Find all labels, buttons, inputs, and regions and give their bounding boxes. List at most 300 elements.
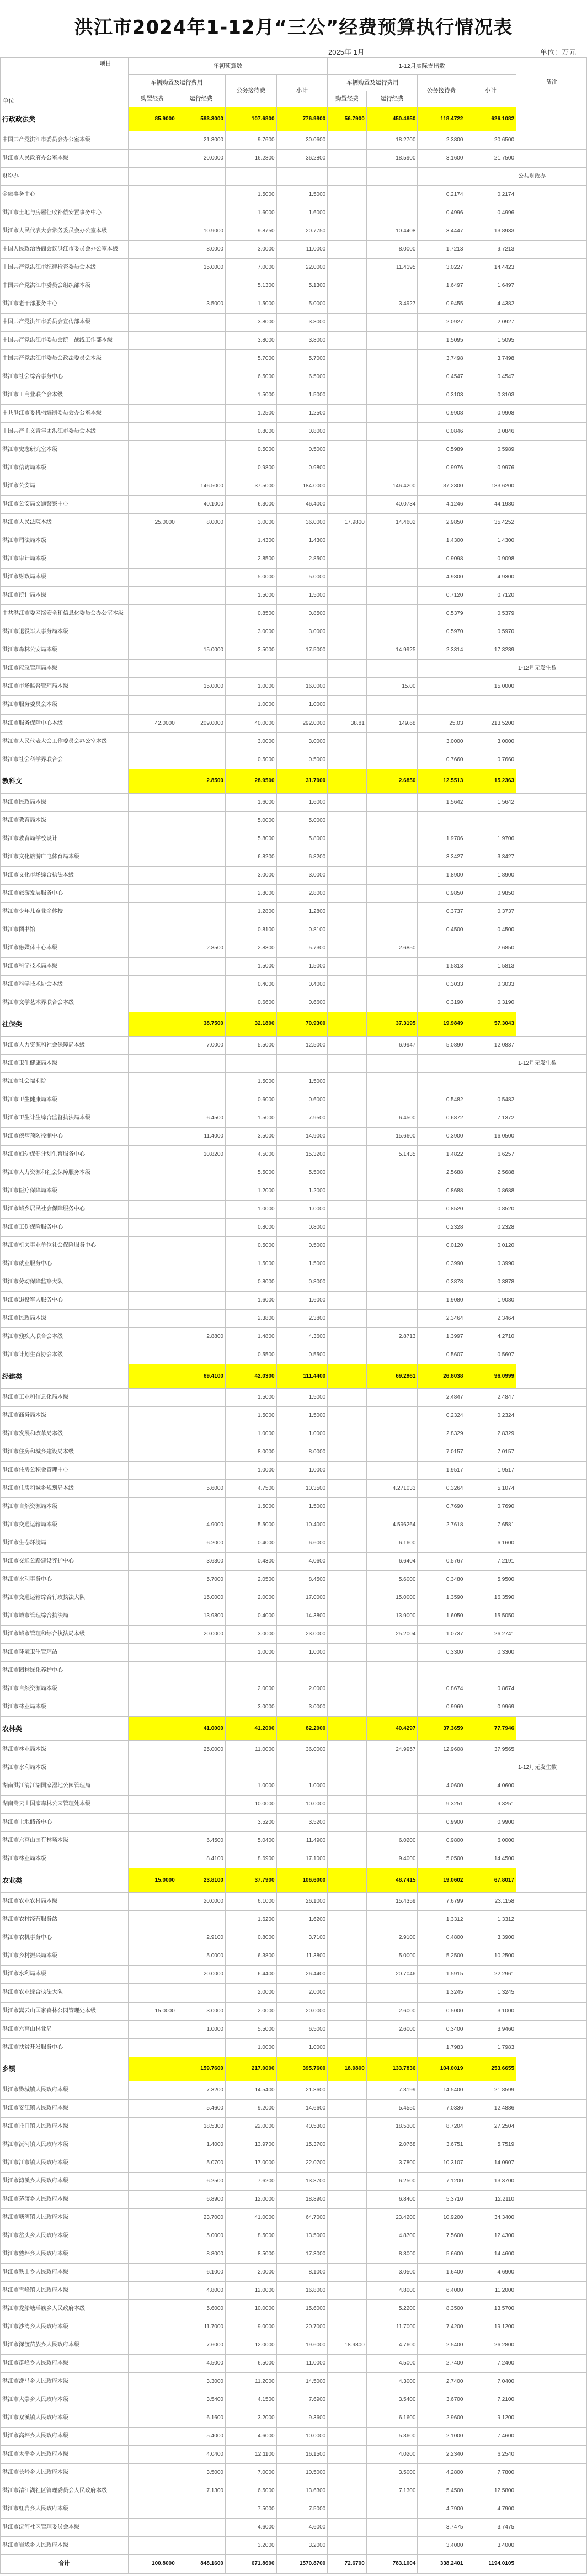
value-cell <box>128 1717 177 1741</box>
value-cell: 14.6600 <box>276 2099 328 2117</box>
value-cell: 0.2324 <box>418 1407 465 1425</box>
value-cell <box>128 1777 177 1796</box>
remark-cell <box>516 769 587 793</box>
table-row <box>1 1200 587 1218</box>
table-row <box>1 2154 587 2172</box>
unit-name-cell: 洪江市教育局学校设计 <box>1 830 129 848</box>
value-cell: 1.4000 <box>177 2136 225 2154</box>
unit-name-cell: 洪江市深渡苗族乡人民政府本级 <box>1 2336 129 2354</box>
unit-name-cell: 洪江市人民代表大会常务委员会办公室本级 <box>1 222 129 241</box>
remark-cell <box>516 1644 587 1662</box>
value-cell <box>328 1462 367 1480</box>
value-cell: 3.7475 <box>465 2518 516 2536</box>
value-cell: 3.8000 <box>225 314 276 332</box>
value-cell: 1.5000 <box>276 957 328 975</box>
remark-cell <box>516 1091 587 1109</box>
value-cell <box>177 405 225 423</box>
value-cell: 5.5000 <box>276 1164 328 1182</box>
value-cell <box>328 830 367 848</box>
value-cell: 14.4423 <box>465 259 516 277</box>
value-cell: 2.8500 <box>177 939 225 957</box>
value-cell <box>128 2427 177 2445</box>
value-cell: 22.0700 <box>276 2154 328 2172</box>
value-cell: 4.5000 <box>225 1145 276 1164</box>
value-cell: 10.9200 <box>418 2208 465 2227</box>
value-cell: 5.0000 <box>366 1947 418 1966</box>
table-row <box>1 423 587 441</box>
value-cell <box>366 532 418 550</box>
value-cell: 7.5000 <box>276 2500 328 2518</box>
value-cell: 8.8000 <box>366 2245 418 2263</box>
header-vehicle-actual: 车辆购置及运行费用 <box>328 75 418 91</box>
value-cell: 1.5000 <box>225 186 276 204</box>
value-cell <box>128 222 177 241</box>
value-cell: 1.0000 <box>225 1777 276 1796</box>
value-cell: 1.9517 <box>465 1462 516 1480</box>
table-row <box>1 259 587 277</box>
value-cell <box>328 1717 367 1741</box>
value-cell: 1.2000 <box>276 1182 328 1200</box>
unit-name-cell: 洪江市高坪乡人民政府本级 <box>1 2427 129 2445</box>
value-cell: 1570.8700 <box>276 2554 328 2573</box>
value-cell <box>328 550 367 569</box>
value-cell: 2.8500 <box>276 550 328 569</box>
value-cell <box>418 811 465 830</box>
value-cell <box>328 1498 367 1516</box>
value-cell <box>328 1644 367 1662</box>
value-cell: 2.8713 <box>366 1327 418 1346</box>
value-cell: 3.6751 <box>418 2136 465 2154</box>
value-cell: 6.6404 <box>366 1553 418 1571</box>
remark-cell <box>516 204 587 222</box>
value-cell <box>366 830 418 848</box>
unit-name-cell: 洪江市医疗保障局本级 <box>1 1182 129 1200</box>
value-cell: 2.8329 <box>465 1425 516 1443</box>
value-cell: 5.0000 <box>225 569 276 587</box>
value-cell: 184.0000 <box>276 477 328 496</box>
table-row <box>1 2409 587 2427</box>
remark-cell <box>516 866 587 884</box>
remark-cell <box>516 186 587 204</box>
value-cell <box>128 939 177 957</box>
value-cell: 44.1980 <box>465 496 516 514</box>
value-cell: 1.5000 <box>276 1255 328 1273</box>
value-cell <box>418 1759 465 1777</box>
table-row <box>1 2500 587 2518</box>
value-cell: 7.4200 <box>418 2318 465 2336</box>
value-cell: 0.8000 <box>225 1218 276 1236</box>
value-cell <box>366 732 418 751</box>
value-cell <box>366 569 418 587</box>
value-cell <box>177 1796 225 1814</box>
remark-cell <box>516 2536 587 2554</box>
value-cell <box>328 1662 367 1680</box>
value-cell: 3.5200 <box>276 1814 328 1832</box>
value-cell: 4.1500 <box>225 2391 276 2409</box>
value-cell <box>128 2299 177 2318</box>
remark-cell <box>516 1236 587 1255</box>
table-row <box>1 678 587 696</box>
unit-name-cell: 中国人民政治协商会议洪江市委员会办公室本级 <box>1 241 129 259</box>
unit-name-cell: 洪江市疾病预防控制中心 <box>1 1127 129 1145</box>
value-cell: 6.6000 <box>276 1534 328 1553</box>
value-cell <box>328 1966 367 1984</box>
unit-name-cell: 中国共产主义青年团洪江市委员会本级 <box>1 423 129 441</box>
table-row <box>1 921 587 939</box>
table-row <box>1 332 587 350</box>
value-cell <box>128 2208 177 2227</box>
remark-cell <box>516 2463 587 2482</box>
table-row <box>1 441 587 459</box>
value-cell: 67.8017 <box>465 1868 516 1893</box>
value-cell: 14.9000 <box>276 1127 328 1145</box>
value-cell <box>366 660 418 678</box>
value-cell: 8.4500 <box>276 1571 328 1589</box>
value-cell: 17.5000 <box>276 641 328 660</box>
value-cell: 146.5000 <box>177 477 225 496</box>
table-row <box>1 2536 587 2554</box>
unit-name-cell: 洪江市人民法院本级 <box>1 514 129 532</box>
unit-name-cell: 洪江市计划生育协会本级 <box>1 1346 129 1364</box>
value-cell <box>276 1662 328 1680</box>
value-cell: 1.0000 <box>225 1200 276 1218</box>
value-cell: 6.4400 <box>225 1966 276 1984</box>
value-cell: 253.6655 <box>465 2057 516 2081</box>
table-row <box>1 2038 587 2057</box>
unit-name-cell: 洪江市融媒体中心本级 <box>1 939 129 957</box>
value-cell: 36.0000 <box>276 514 328 532</box>
value-cell <box>328 1327 367 1346</box>
value-cell <box>328 2409 367 2427</box>
value-cell <box>328 696 367 714</box>
value-cell: 7.1372 <box>465 1109 516 1127</box>
value-cell <box>328 2281 367 2299</box>
remark-cell <box>516 1309 587 1327</box>
value-cell <box>177 2038 225 2057</box>
unit-name-cell: 财税办 <box>1 168 129 186</box>
value-cell: 3.4447 <box>418 222 465 241</box>
table-row <box>1 1589 587 1607</box>
value-cell: 149.68 <box>366 714 418 732</box>
value-cell: 10.0000 <box>225 2299 276 2318</box>
remark-cell: 1-12月无发生数 <box>516 1759 587 1777</box>
table-row <box>1 1698 587 1717</box>
value-cell: 0.0846 <box>418 423 465 441</box>
value-cell: 217.0000 <box>225 2057 276 2081</box>
value-cell <box>128 1680 177 1698</box>
value-cell <box>328 2190 367 2208</box>
value-cell: 8.6900 <box>225 1850 276 1868</box>
value-cell <box>366 1091 418 1109</box>
value-cell: 40.0734 <box>366 496 418 514</box>
value-cell: 1.5000 <box>225 1407 276 1425</box>
header-subtotal-budget: 小计 <box>276 75 328 107</box>
value-cell: 3.6700 <box>418 2391 465 2409</box>
value-cell <box>128 1462 177 1480</box>
value-cell: 3.7498 <box>418 350 465 368</box>
remark-cell <box>516 1364 587 1389</box>
value-cell: 0.8100 <box>225 921 276 939</box>
value-cell: 0.9969 <box>465 1698 516 1717</box>
value-cell: 7.1300 <box>366 2482 418 2500</box>
value-cell: 2.3800 <box>225 1309 276 1327</box>
value-cell: 1.0000 <box>276 2038 328 2057</box>
value-cell <box>328 2536 367 2554</box>
value-cell <box>328 314 367 332</box>
remark-cell <box>516 222 587 241</box>
value-cell: 11.4000 <box>177 1127 225 1145</box>
value-cell <box>366 793 418 811</box>
value-cell <box>328 1607 367 1626</box>
value-cell: 7.3199 <box>366 2081 418 2099</box>
value-cell <box>128 1796 177 1814</box>
value-cell <box>465 660 516 678</box>
value-cell <box>366 587 418 605</box>
value-cell: 3.0000 <box>225 623 276 641</box>
value-cell <box>366 1054 418 1072</box>
value-cell: 8.5000 <box>225 2245 276 2263</box>
unit-name-cell: 洪江市文学艺术界联合会本级 <box>1 994 129 1012</box>
value-cell <box>128 2463 177 2482</box>
value-cell <box>366 866 418 884</box>
value-cell: 0.8688 <box>418 1182 465 1200</box>
value-cell <box>177 1091 225 1109</box>
value-cell: 0.9908 <box>465 405 516 423</box>
value-cell <box>418 678 465 696</box>
unit-name-cell: 洪江市人民代表大会工作委员会办公室本级 <box>1 732 129 751</box>
table-row <box>1 477 587 496</box>
value-cell: 17.0000 <box>276 1589 328 1607</box>
remark-cell <box>516 259 587 277</box>
value-cell: 4.6000 <box>276 2518 328 2536</box>
value-cell <box>128 793 177 811</box>
value-cell <box>328 1364 367 1389</box>
value-cell: 27.2504 <box>465 2117 516 2136</box>
remark-cell <box>516 2208 587 2227</box>
value-cell: 0.4996 <box>465 204 516 222</box>
value-cell <box>128 168 177 186</box>
value-cell: 15.3700 <box>276 2136 328 2154</box>
value-cell: 40.1000 <box>177 496 225 514</box>
remark-cell <box>516 678 587 696</box>
value-cell: 37.3195 <box>366 1012 418 1036</box>
value-cell: 1.2800 <box>276 902 328 921</box>
value-cell <box>328 975 367 994</box>
value-cell <box>328 1814 367 1832</box>
value-cell <box>328 1534 367 1553</box>
unit-name-cell: 洪江市岔头乡人民政府本级 <box>1 2227 129 2245</box>
value-cell: 23.8100 <box>177 1868 225 1893</box>
value-cell <box>177 550 225 569</box>
remark-cell <box>516 277 587 295</box>
value-cell: 3.8000 <box>225 332 276 350</box>
value-cell: 6.9947 <box>366 1036 418 1054</box>
value-cell: 6.3000 <box>225 496 276 514</box>
table-row <box>1 1850 587 1868</box>
value-cell <box>177 1054 225 1072</box>
category-row <box>1 769 587 793</box>
value-cell: 21.8599 <box>465 2081 516 2099</box>
remark-cell <box>516 1717 587 1741</box>
remark-cell <box>516 2336 587 2354</box>
value-cell <box>128 2038 177 2057</box>
value-cell: 1.5000 <box>225 1389 276 1407</box>
value-cell: 15.0000 <box>177 641 225 660</box>
unit-name-cell: 洪江市统计局本级 <box>1 587 129 605</box>
remark-cell <box>516 1571 587 1589</box>
value-cell: 15.5050 <box>465 1607 516 1626</box>
value-cell: 0.3190 <box>418 994 465 1012</box>
remark-cell <box>516 1012 587 1036</box>
value-cell: 7.2100 <box>465 2391 516 2409</box>
unit-name-cell: 经建类 <box>1 1364 129 1389</box>
value-cell: 0.8500 <box>276 605 328 623</box>
unit-name-cell: 洪江市江市镇人民政府本级 <box>1 2154 129 2172</box>
remark-cell <box>516 1291 587 1309</box>
value-cell <box>177 1814 225 1832</box>
remark-cell <box>516 848 587 866</box>
value-cell <box>328 623 367 641</box>
remark-cell <box>516 2482 587 2500</box>
value-cell <box>328 1589 367 1607</box>
unit-name-cell: 洪江市农机事务中心 <box>1 1929 129 1947</box>
value-cell: 40.0000 <box>225 714 276 732</box>
unit-name-cell: 洪江市退役军人事务局本级 <box>1 623 129 641</box>
value-cell: 5.3710 <box>418 2190 465 2208</box>
value-cell: 20.0000 <box>177 1893 225 1911</box>
table-row <box>1 1607 587 1626</box>
table-row <box>1 1947 587 1966</box>
value-cell <box>366 1796 418 1814</box>
remark-cell <box>516 2372 587 2391</box>
value-cell <box>328 2372 367 2391</box>
remark-cell <box>516 1200 587 1218</box>
value-cell: 0.3900 <box>418 1127 465 1145</box>
value-cell <box>177 1309 225 1327</box>
report-date: 2025年 1月 <box>328 48 365 56</box>
value-cell <box>128 1346 177 1364</box>
value-cell <box>128 277 177 295</box>
value-cell: 2.3800 <box>276 1309 328 1327</box>
value-cell: 40.5300 <box>276 2117 328 2136</box>
value-cell <box>328 1868 367 1893</box>
value-cell: 41.0000 <box>177 1717 225 1741</box>
table-row <box>1 2117 587 2136</box>
value-cell: 6.8200 <box>225 848 276 866</box>
remark-cell <box>516 2500 587 2518</box>
value-cell: 1.0000 <box>276 696 328 714</box>
table-row <box>1 1036 587 1054</box>
value-cell: 0.7660 <box>465 751 516 769</box>
unit-name-cell: 洪江市服务保障中心本级 <box>1 714 129 732</box>
value-cell <box>177 386 225 405</box>
table-row <box>1 1273 587 1291</box>
unit-name-cell: 洪江市太平乡人民政府本级 <box>1 2445 129 2463</box>
value-cell: 3.5400 <box>366 2391 418 2409</box>
value-cell: 2.2340 <box>418 2445 465 2463</box>
value-cell: 5.5000 <box>225 1036 276 1054</box>
value-cell: 3.0000 <box>276 1698 328 1717</box>
value-cell <box>177 1698 225 1717</box>
value-cell <box>128 1911 177 1929</box>
remark-cell <box>516 1407 587 1425</box>
header-reception-budget: 公务接待费 <box>225 75 276 107</box>
remark-cell <box>516 1516 587 1534</box>
value-cell <box>128 769 177 793</box>
value-cell <box>276 1054 328 1072</box>
value-cell: 5.4550 <box>366 2099 418 2117</box>
value-cell: 12.0000 <box>225 2281 276 2299</box>
table-row <box>1 1626 587 1644</box>
unit-name-cell: 中共洪江市委机构编制委员会办公室本级 <box>1 405 129 423</box>
value-cell: 6.1000 <box>177 2263 225 2281</box>
value-cell: 5.0000 <box>177 2227 225 2245</box>
value-cell: 2.6850 <box>366 769 418 793</box>
value-cell <box>128 332 177 350</box>
value-cell <box>177 1759 225 1777</box>
value-cell: 77.7946 <box>465 1717 516 1741</box>
value-cell <box>128 423 177 441</box>
value-cell <box>328 605 367 623</box>
value-cell: 2.3314 <box>418 641 465 660</box>
value-cell: 0.3737 <box>465 902 516 921</box>
value-cell <box>418 939 465 957</box>
value-cell: 11.4195 <box>366 259 418 277</box>
unit-name-cell: 洪江市自然资源局本级 <box>1 1680 129 1698</box>
value-cell: 0.9900 <box>465 1814 516 1832</box>
value-cell: 7.5000 <box>225 2500 276 2518</box>
value-cell: 20.0000 <box>177 1966 225 1984</box>
table-row <box>1 2427 587 2445</box>
value-cell: 5.5000 <box>225 1516 276 1534</box>
remark-cell <box>516 2263 587 2281</box>
value-cell: 0.4000 <box>276 975 328 994</box>
remark-cell <box>516 459 587 477</box>
value-cell <box>128 957 177 975</box>
table-row <box>1 696 587 714</box>
value-cell: 13.3700 <box>465 2172 516 2190</box>
remark-cell <box>516 405 587 423</box>
value-cell <box>128 2263 177 2281</box>
remark-cell <box>516 2445 587 2463</box>
value-cell <box>328 1850 367 1868</box>
unit-name-cell: 洪江市卫生计生综合监督执法局本级 <box>1 1109 129 1127</box>
value-cell: 18.9800 <box>328 2336 367 2354</box>
value-cell: 4.9300 <box>465 569 516 587</box>
unit-name-cell: 洪江市人力资源和社会保障服务本级 <box>1 1164 129 1182</box>
unit-name-cell: 洪江市社会福利院 <box>1 1072 129 1091</box>
category-row <box>1 2057 587 2081</box>
value-cell: 0.5379 <box>418 605 465 623</box>
remark-cell <box>516 811 587 830</box>
value-cell <box>366 405 418 423</box>
value-cell <box>328 2038 367 2057</box>
value-cell: 0.7690 <box>418 1498 465 1516</box>
remark-cell <box>516 1218 587 1236</box>
value-cell <box>366 811 418 830</box>
value-cell <box>177 793 225 811</box>
remark-cell <box>516 1182 587 1200</box>
value-cell: 10.9000 <box>177 222 225 241</box>
value-cell <box>128 1966 177 1984</box>
value-cell: 8.3500 <box>418 2299 465 2318</box>
value-cell: 4.6000 <box>225 2427 276 2445</box>
value-cell: 2.6000 <box>366 2020 418 2038</box>
unit-name-cell: 洪江市退役军人服务中心 <box>1 1291 129 1309</box>
value-cell: 13.5000 <box>276 2227 328 2245</box>
unit-name-cell: 洪江市土地与房屋征收补偿安置事务中心 <box>1 204 129 222</box>
value-cell: 5.9500 <box>465 1571 516 1589</box>
